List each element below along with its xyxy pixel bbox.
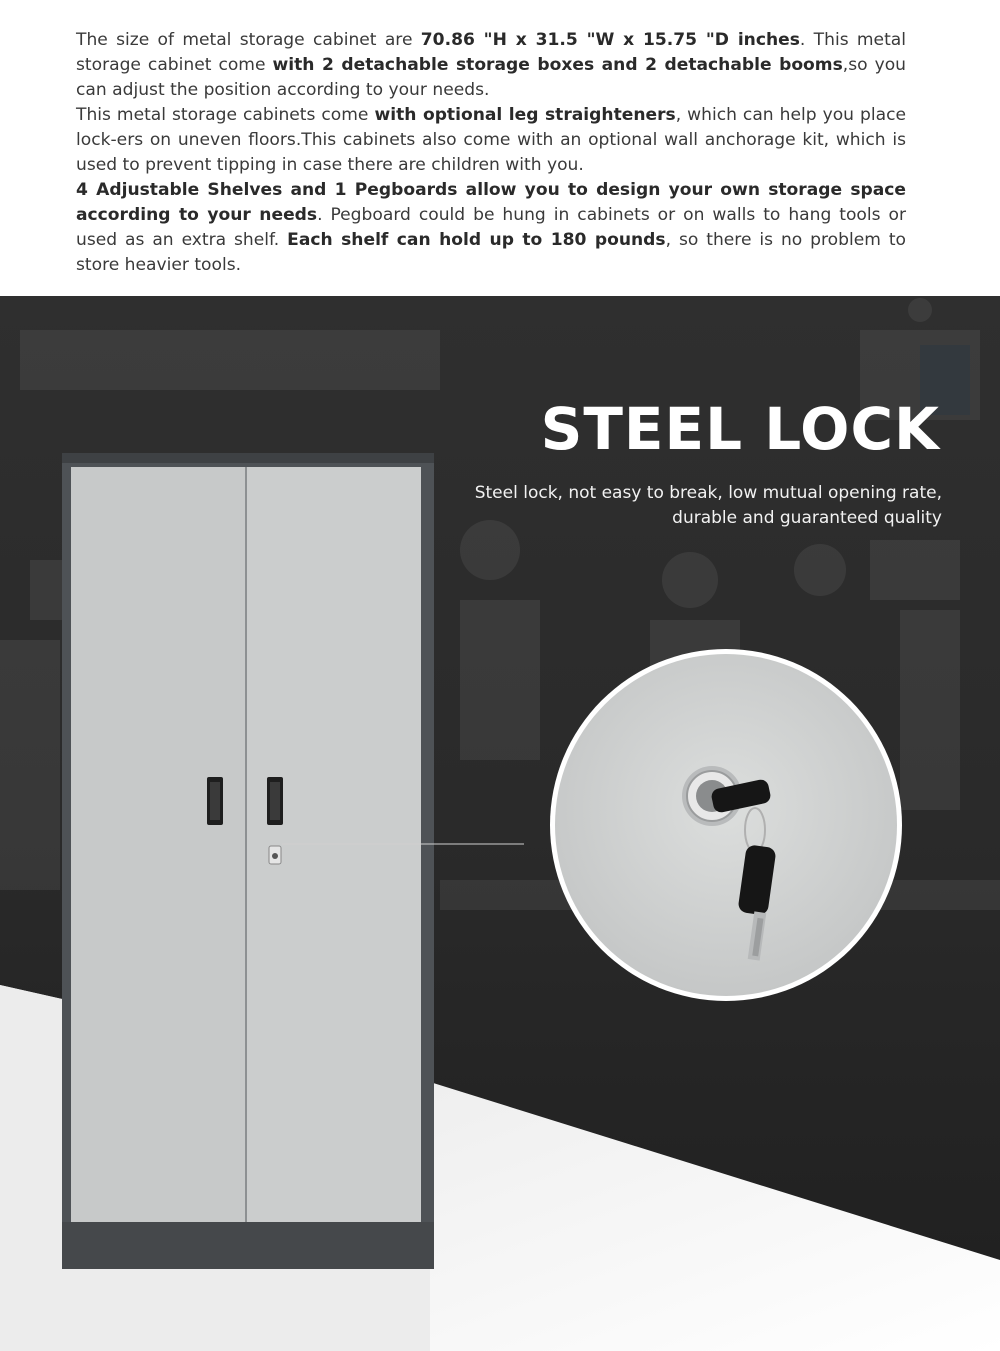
bold-span: with 2 detachable storage boxes and 2 detachable booms: [272, 55, 843, 75]
feature-subtitle-line-2: durable and guaranteed quality: [672, 508, 942, 528]
text-span: , which can help you place lock-ers on uneven floors.This cabinets also come with an optional wall anchorage kit, which is used to prevent tipping in case there are children with you.: [76, 105, 906, 175]
description-paragraph-size: [76, 28, 906, 103]
feature-subtitle-line-1: Steel lock, not easy to break, low mutual opening rate,: [474, 483, 942, 503]
text-span: . Pegboard could be hung in cabinets or on walls to hang tools or used as an extra shelf.: [76, 205, 906, 250]
text-span: . This metal storage cabinet come: [76, 30, 906, 75]
feature-subtitle: [422, 481, 942, 531]
product-description: [76, 28, 906, 278]
text-span: ,so you can adjust the position according to your needs.: [76, 55, 906, 100]
description-paragraph-shelves: [76, 178, 906, 278]
feature-title: STEEL LOCK: [540, 395, 940, 463]
bold-span: with optional leg straighteners: [374, 105, 676, 125]
bold-span: 70.86 "H x 31.5 "W x 15.75 "D inches: [420, 30, 800, 50]
bold-span: 4 Adjustable Shelves and 1 Pegboards allow you to design your own storage space according to your needs: [76, 180, 906, 225]
text-span: The size of metal storage cabinet are: [76, 30, 421, 50]
text-span: This metal storage cabinets come: [76, 105, 375, 125]
text-span: , so there is no problem to store heavier tools.: [76, 230, 906, 275]
bold-span: Each shelf can hold up to 180 pounds: [287, 230, 666, 250]
description-paragraph-legs: [76, 103, 906, 178]
steel-lock-feature-banner: [0, 296, 1000, 1351]
